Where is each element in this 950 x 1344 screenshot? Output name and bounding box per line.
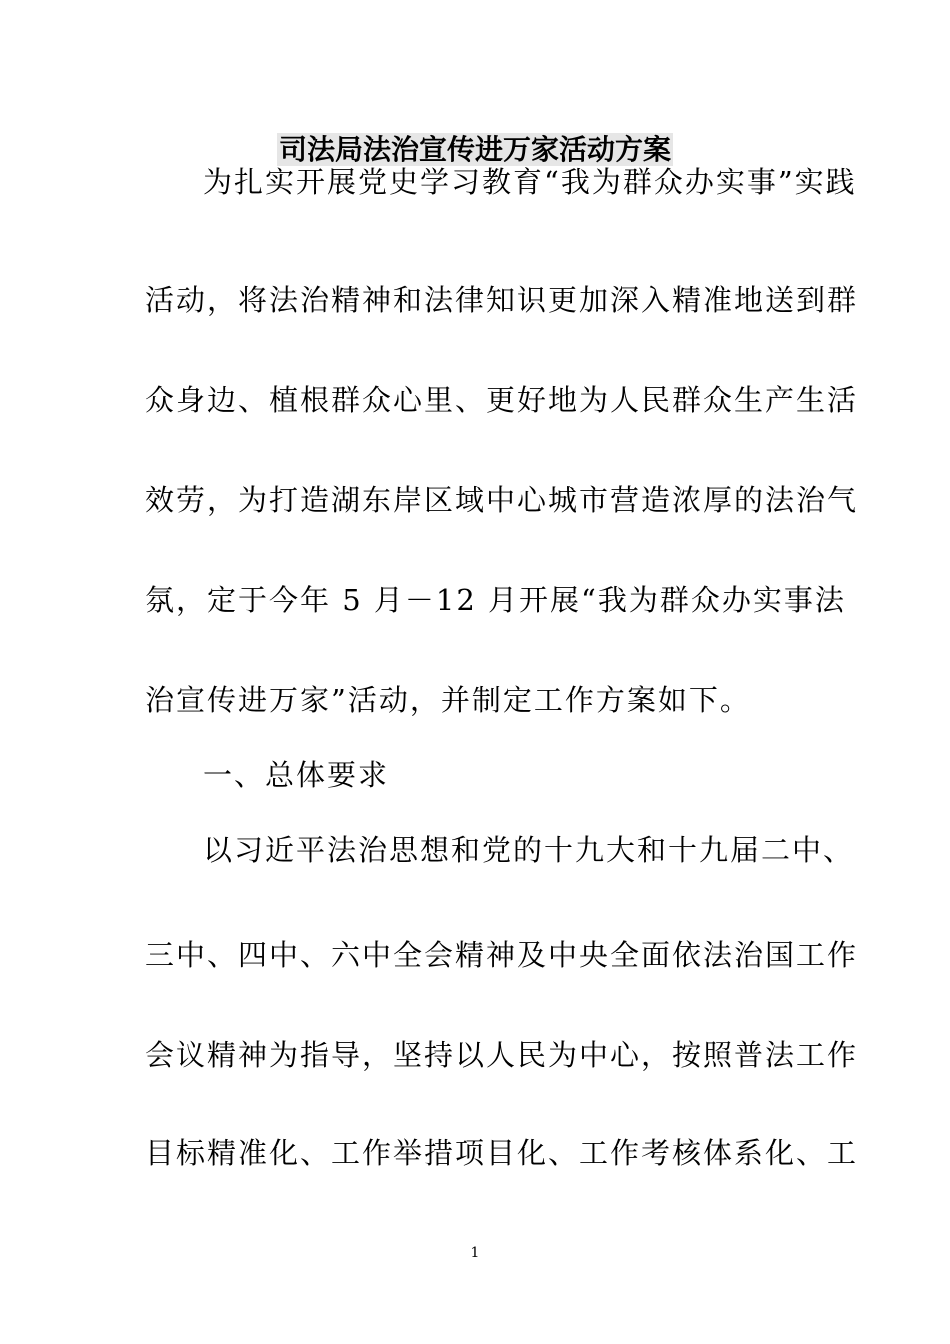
- paragraph-line: 众身边、植根群众心里、更好地为人民群众生产生活: [145, 383, 859, 417]
- paragraph-line: 治宣传进万家”活动，并制定工作方案如下。: [145, 683, 751, 717]
- paragraph-line: 目标精准化、工作举措项目化、工作考核体系化、工: [145, 1136, 859, 1170]
- paragraph-line: 会议精神为指导，坚持以人民为中心，按照普法工作: [145, 1038, 859, 1072]
- paragraph-line: 氛，定于今年 5 月－12 月开展“我为群众办实事法: [145, 583, 846, 617]
- paragraph-line: 以习近平法治思想和党的十九大和十九届二中、: [203, 833, 855, 867]
- section-heading: 一、总体要求: [203, 758, 390, 792]
- paragraph-line: 三中、四中、六中全会精神及中央全面依法治国工作: [145, 938, 859, 972]
- paragraph-line: 为扎实开展党史学习教育“我为群众办实事”实践: [203, 165, 857, 199]
- document-title-text: 司法局法治宣传进万家活动方案: [278, 133, 671, 166]
- paragraph-line: 活动，将法治精神和法律知识更加深入精准地送到群: [145, 283, 859, 317]
- page-number: 1: [470, 1245, 480, 1261]
- paragraph-line: 效劳，为打造湖东岸区域中心城市营造浓厚的法治气: [145, 483, 859, 517]
